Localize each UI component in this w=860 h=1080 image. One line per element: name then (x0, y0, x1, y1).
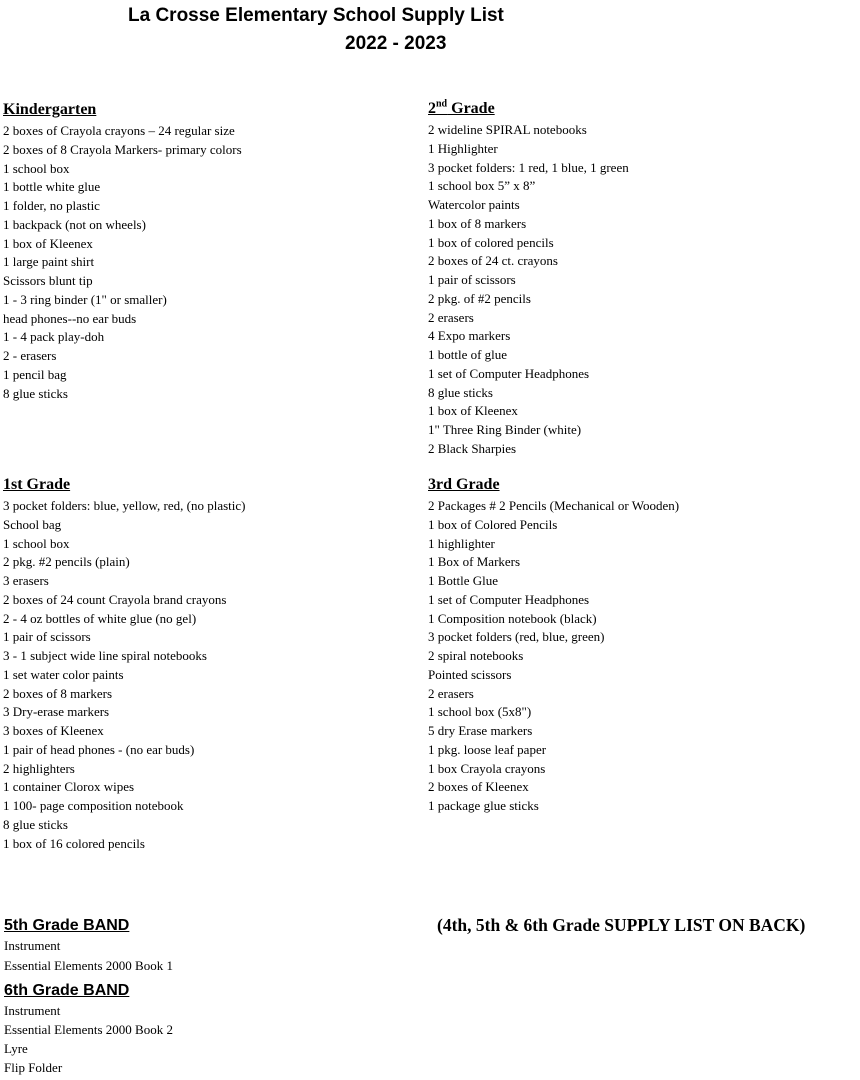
list-item: 1 pair of head phones - (no ear buds) (3, 741, 195, 757)
page-title: La Crosse Elementary School Supply List (128, 5, 504, 26)
list-item: 2 boxes of Kleenex (428, 779, 529, 795)
list-item: head phones--no ear buds (3, 310, 137, 326)
list-item: 1 Composition notebook (black) (428, 610, 597, 626)
list-item: 3 pocket folders: blue, yellow, red, (no plastic) (3, 498, 246, 513)
back-page-note: (4th, 5th & 6th Grade SUPPLY LIST ON BACK) (437, 915, 806, 935)
second-grade-section (428, 99, 629, 459)
fifth-grade-band-list (4, 936, 173, 976)
second-grade-heading-text: Grade (447, 100, 495, 117)
list-item: 3 - 1 subject wide line spiral notebooks (3, 648, 207, 663)
list-item: 1 container Clorox wipes (3, 779, 135, 795)
list-item: 2 erasers (428, 685, 474, 701)
sixth-grade-band-heading: 6th Grade BAND (4, 982, 130, 999)
second-grade-heading (428, 99, 629, 119)
list-item: 4 Expo markers (428, 328, 511, 344)
list-item: School bag (3, 516, 62, 532)
list-item: 3 Dry-erase markers (3, 704, 110, 720)
list-item: 1 100- page composition notebook (3, 798, 184, 813)
list-item: 2 boxes of 24 count Crayola brand crayons (3, 591, 227, 607)
list-item: 1 pkg. loose leaf paper (428, 741, 547, 757)
list-item: 3 pocket folders: 1 red, 1 blue, 1 green (428, 159, 629, 175)
list-item: Pointed scissors (428, 666, 512, 682)
list-item: 2 boxes of 8 markers (3, 685, 113, 701)
list-item: 2 wideline SPIRAL notebooks (428, 122, 587, 137)
list-item: 1 school box (3, 535, 70, 551)
list-item: Lyre (4, 1041, 28, 1056)
fifth-grade-band-heading: 5th Grade BAND (4, 917, 130, 934)
list-item: 2 Packages # 2 Pencils (Mechanical or Wooden) (428, 498, 680, 513)
list-item: 1 - 3 ring binder (1" or smaller) (3, 291, 167, 307)
list-item: 1 bottle white glue (3, 179, 101, 195)
third-grade-section (428, 475, 679, 816)
list-item: 2 highlighters (3, 760, 75, 776)
list-item: 3 boxes of Kleenex (3, 723, 104, 738)
list-item: 1 Bottle Glue (428, 573, 499, 588)
list-item: 3 pocket folders (red, blue, green) (428, 629, 605, 645)
first-grade-list (3, 497, 245, 853)
list-item: 2 - 4 oz bottles of white glue (no gel) (3, 610, 197, 626)
list-item: 2 erasers (428, 309, 474, 325)
list-item: Instrument (4, 938, 61, 953)
list-item: 8 glue sticks (3, 385, 68, 401)
list-item: 1 pair of scissors (428, 272, 516, 287)
list-item: 1 bottle of glue (428, 347, 508, 362)
list-item: Watercolor paints (428, 197, 520, 212)
list-item: Essential Elements 2000 Book 1 (4, 958, 173, 973)
list-item: 1 box of Kleenex (3, 235, 93, 251)
fifth-grade-band-section (4, 916, 173, 976)
list-item: Scissors blunt tip (3, 273, 93, 288)
list-item: 1 Box of Markers (428, 554, 521, 570)
school-year: 2022 - 2023 (345, 33, 447, 54)
first-grade-section (3, 475, 245, 853)
list-item: 1 school box 5” x 8” (428, 178, 536, 194)
list-item: 2 boxes of 8 Crayola Markers- primary colors (3, 141, 242, 157)
sixth-grade-band-section (4, 981, 173, 1077)
list-item: 2 pkg. #2 pencils (plain) (3, 554, 130, 570)
list-item: 1 box of 8 markers (428, 215, 527, 231)
list-item: 2 spiral notebooks (428, 648, 524, 663)
list-item: 1 school box (3, 160, 70, 176)
second-grade-heading-suffix: nd (436, 98, 448, 110)
list-item: 2 pkg. of #2 pencils (428, 290, 531, 306)
list-item: 2 boxes of Crayola crayons – 24 regular size (3, 123, 235, 138)
list-item: 1 box of Kleenex (428, 403, 518, 419)
second-grade-list (428, 121, 629, 459)
list-item: 1 set of Computer Headphones (428, 365, 590, 381)
kindergarten-section (3, 100, 242, 403)
list-item: 1 highlighter (428, 535, 495, 551)
list-item: 1 pair of scissors (3, 629, 91, 645)
list-item: 1 large paint shirt (3, 254, 95, 270)
list-item: 3 erasers (3, 573, 49, 588)
list-item: 8 glue sticks (428, 384, 493, 400)
list-item: 1 box Crayola crayons (428, 760, 546, 776)
first-grade-heading: 1st Grade (3, 476, 71, 493)
second-grade-heading-number: 2 (428, 100, 436, 117)
list-item: Instrument (4, 1003, 61, 1018)
list-item: 8 glue sticks (3, 816, 68, 832)
list-item: 1 box of Colored Pencils (428, 516, 558, 532)
list-item: 2 boxes of 24 ct. crayons (428, 253, 558, 269)
list-item: 1 - 4 pack play-doh (3, 329, 105, 345)
list-item: 1 package glue sticks (428, 798, 539, 813)
sixth-grade-band-list (4, 1001, 173, 1077)
list-item: 1 school box (5x8") (428, 704, 532, 720)
list-item: 1 set of Computer Headphones (428, 591, 590, 607)
list-item: 1 box of colored pencils (428, 234, 554, 250)
list-item: 1 Highlighter (428, 140, 498, 156)
third-grade-heading: 3rd Grade (428, 476, 500, 493)
kindergarten-heading: Kindergarten (3, 101, 97, 118)
list-item: 2 - erasers (3, 348, 57, 363)
list-item: Flip Folder (4, 1060, 63, 1075)
list-item: 1" Three Ring Binder (white) (428, 422, 582, 437)
list-item: 1 backpack (not on wheels) (3, 216, 146, 232)
third-grade-list (428, 497, 679, 816)
list-item: Essential Elements 2000 Book 2 (4, 1022, 173, 1037)
list-item: 1 folder, no plastic (3, 198, 100, 213)
list-item: 1 box of 16 colored pencils (3, 835, 145, 851)
list-item: 2 Black Sharpies (428, 440, 517, 456)
list-item: 5 dry Erase markers (428, 723, 533, 738)
list-item: 1 set water color paints (3, 666, 124, 682)
list-item: 1 pencil bag (3, 366, 67, 382)
kindergarten-list (3, 122, 242, 403)
